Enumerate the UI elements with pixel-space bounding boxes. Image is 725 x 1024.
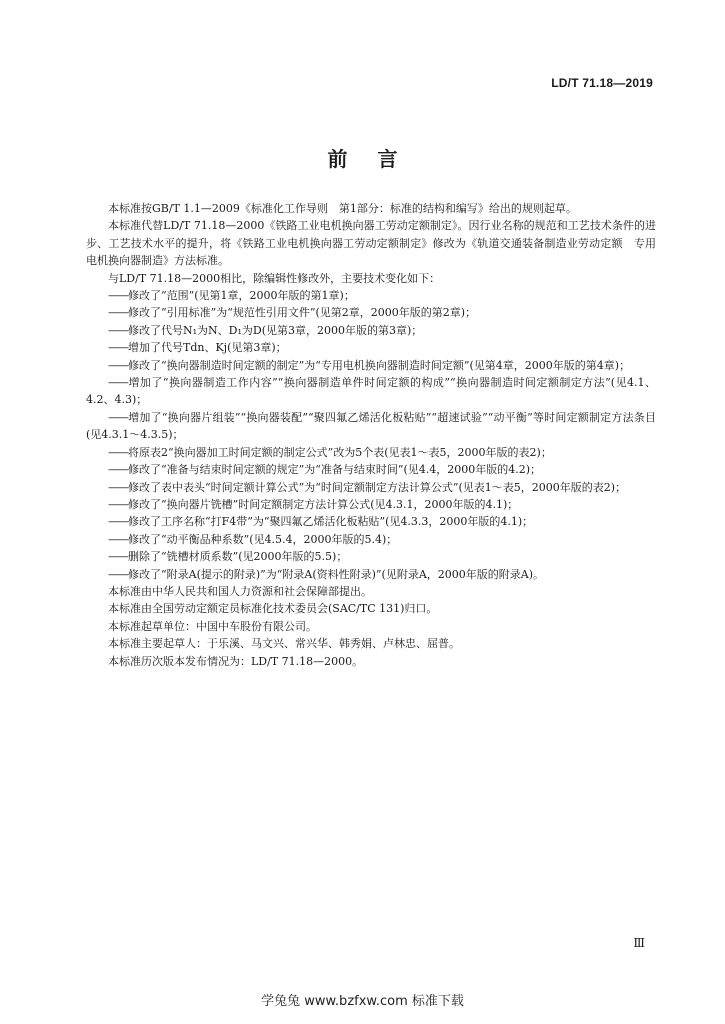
list-item: ——修改了“动平衡品种系数”(见4.5.4，2000年版的5.4)； <box>108 532 398 546</box>
list-item: ——删除了“铣槽材质系数”(见2000年版的5.5)； <box>108 550 348 564</box>
list-item: ——修改了表中表头“时间定额计算公式”为“时间定额制定方法计算公式”(见表1～表5，2000年版的表2)； <box>108 480 627 494</box>
list-item: ——修改了“准备与结束时间定额的规定”为“准备与结束时间”(见4.4，2000年版的4.2)； <box>108 463 542 477</box>
page-title: 前言 <box>327 147 428 171</box>
list-item: ——增加了代号Tdn、Kj(见第3章)； <box>108 341 287 355</box>
footer-watermark: 学兔兔 www.bzfxw.com 标准下载 <box>261 994 464 1009</box>
list-item: ——修改了“附录A(提示的附录)”为“附录A(资料性附录)”(见附录A，2000年版的附录A)。 <box>108 567 545 581</box>
paragraph-history: 本标准历次版本发布情况为：LD/T 71.18—2000。 <box>108 654 364 668</box>
list-item: ——修改了“范围”(见第1章，2000年版的第1章)； <box>108 289 355 303</box>
list-item: ——修改了工序名称“打F4带”为“聚四氟乙烯活化板粘贴”(见4.3.3，2000年版的4.1)； <box>108 515 534 529</box>
paragraph-proposer: 本标准由中华人民共和国人力资源和社会保障部提出。 <box>108 584 372 598</box>
paragraph-drafters: 本标准主要起草人：于乐溪、马文兴、常兴华、韩秀娟、卢林忠、屈普。 <box>108 637 460 651</box>
paragraph-drafting-unit: 本标准起草单位：中国中车股份有限公司。 <box>108 619 317 633</box>
list-item: ——修改了“换向器片铣槽”时间定额制定方法计算公式(见4.3.1，2000年版的4.1)； <box>108 497 519 511</box>
paragraph-drafting-rules: 本标准按GB/T 1.1—2009《标准化工作导则 第1部分：标准的结构和编写》给出的规则起草。 <box>108 202 577 215</box>
list-item: ——增加了“换向器片组装”“换向器装配”“聚四氟乙烯活化板粘贴”“超速试验”“动平衡”等时间定额制定方法条目(见4.3.1～4.3.5)； <box>86 410 656 442</box>
paragraph-replacement: 本标准代替LD/T 71.18—2000《铁路工业电机换向器工劳动定额制定》。因行业名称的规范和工艺技术条件的进步、工艺技术水平的提升，将《铁路工业电机换向器工劳动定额制定》修改为《轨道交通装备制造业劳动定额 专用电机换向器制造》方法标准。 <box>86 219 656 268</box>
paragraph-changes-intro: 与LD/T 71.18—2000相比，除编辑性修改外，主要技术变化如下： <box>108 271 441 285</box>
changes-list <box>86 287 656 583</box>
list-item: ——修改了“引用标准”为“规范性引用文件”(见第2章，2000年版的第2章)； <box>108 306 477 320</box>
standard-code: LD/T 71.18—2019 <box>551 76 653 90</box>
list-item: ——修改了代号N₁为N、D₁为D(见第3章，2000年版的第3章)； <box>108 323 423 337</box>
list-item: ——将原表2“换向器加工时间定额的制定公式”改为5个表(见表1～表5，2000年版的表2)； <box>108 445 552 459</box>
foreword-body <box>86 200 656 670</box>
page-number: Ⅲ <box>633 936 645 950</box>
list-item: ——增加了“换向器制造工作内容”“换向器制造单件时间定额的构成”“换向器制造时间定额制定方法”(见4.1、4.2、4.3)； <box>86 376 656 407</box>
list-item: ——修改了“换向器制造时间定额的制定”为“专用电机换向器制造时间定额”(见第4章，2000年版的第4章)； <box>108 358 631 372</box>
paragraph-committee: 本标准由全国劳动定额定员标准化技术委员会(SAC/TC 131)归口。 <box>108 602 438 616</box>
